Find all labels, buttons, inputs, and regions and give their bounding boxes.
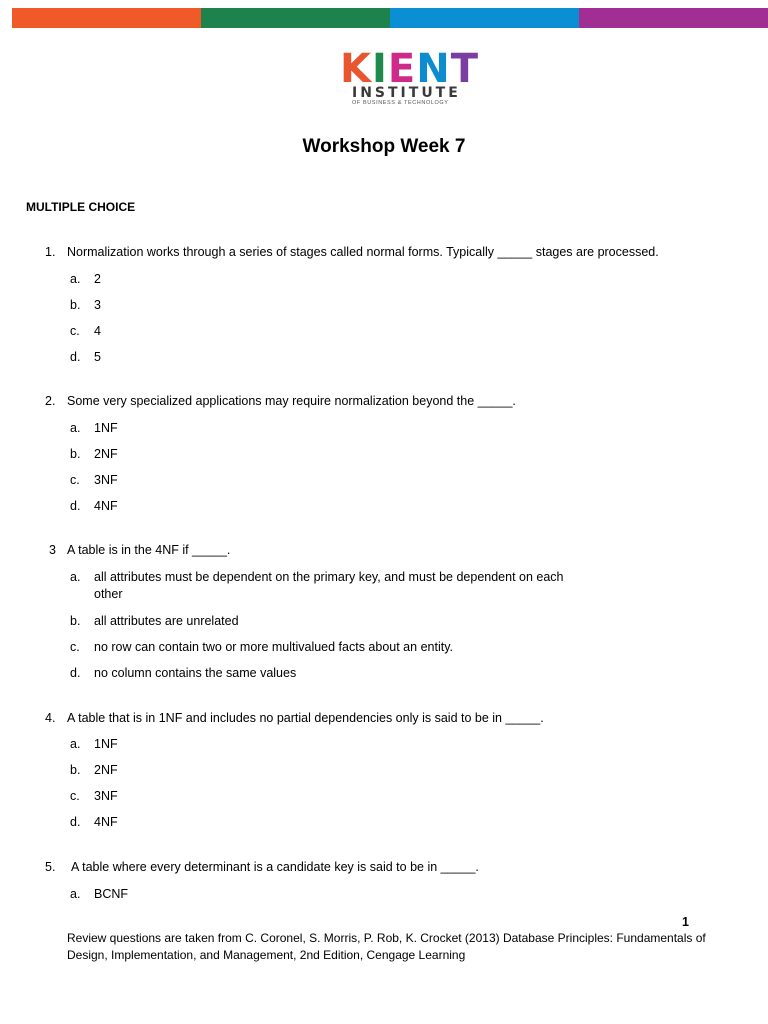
- option-text: 2NF: [94, 763, 118, 777]
- option-text: all attributes are unrelated: [94, 614, 239, 628]
- option-label: c.: [70, 789, 80, 803]
- logo-subtitle: INSTITUTE: [352, 85, 461, 101]
- option-label: a.: [70, 737, 81, 751]
- question-number: 2.: [45, 394, 56, 408]
- option-text: 4NF: [94, 815, 118, 829]
- question-text: A table that is in 1NF and includes no partial dependencies only is said to be in _____.: [67, 711, 544, 725]
- option-text: 4: [94, 324, 101, 338]
- color-bar-purple: [579, 8, 768, 28]
- option-label: c.: [70, 324, 80, 338]
- color-bar-blue: [390, 8, 579, 28]
- option-label: d.: [70, 499, 81, 513]
- question-number: 3: [49, 543, 56, 557]
- question-text: Normalization works through a series of stages called normal forms. Typically _____ stages are processed.: [67, 245, 659, 259]
- option-label: a.: [70, 272, 81, 286]
- option-label: a.: [70, 570, 81, 584]
- option-text: 2NF: [94, 447, 118, 461]
- option-text: no row can contain two or more multivalued facts about an entity.: [94, 640, 453, 654]
- option-text: no column contains the same values: [94, 666, 297, 680]
- option-text: 3NF: [94, 789, 118, 803]
- logo-letter: N: [416, 46, 451, 92]
- color-bar-green: [201, 8, 390, 28]
- question-number: 1.: [45, 245, 56, 259]
- header-color-bar: [12, 8, 768, 28]
- question-text: Some very specialized applications may require normalization beyond the _____.: [67, 394, 516, 408]
- option-text: BCNF: [94, 887, 129, 901]
- option-text: 2: [94, 272, 101, 286]
- option-text: 3NF: [94, 473, 118, 487]
- option-label: b.: [70, 614, 81, 628]
- page-number: 1: [682, 915, 689, 929]
- logo-wordmark: [340, 46, 485, 92]
- option-text: 4NF: [94, 499, 118, 513]
- option-label: c.: [70, 640, 80, 654]
- option-label: a.: [70, 887, 81, 901]
- option-label: d.: [70, 350, 81, 364]
- option-text: 3: [94, 298, 101, 312]
- option-label: b.: [70, 447, 81, 461]
- option-label: a.: [70, 421, 81, 435]
- option-text: all attributes must be dependent on the primary key, and must be dependent on each other: [94, 570, 564, 601]
- option-text: 1NF: [94, 421, 118, 435]
- footer-citation: Review questions are taken from C. Coronel, S. Morris, P. Rob, K. Crocket (2013) Database Principles: Fundamentals of Design, Implementation, and Management, 2nd Edition, Cengage Learning: [67, 931, 706, 962]
- option-label: b.: [70, 298, 81, 312]
- logo-letter: K: [340, 46, 372, 92]
- question-text: A table where every determinant is a candidate key is said to be in _____.: [71, 860, 479, 874]
- kent-institute-logo: [340, 46, 485, 106]
- option-text: 1NF: [94, 737, 118, 751]
- color-bar-orange: [12, 8, 201, 28]
- question-number: 4.: [45, 711, 56, 725]
- logo-letter: T: [450, 46, 479, 92]
- logo-letter: I: [372, 46, 388, 92]
- option-label: d.: [70, 666, 81, 680]
- logo-letter: E: [387, 46, 417, 92]
- section-heading: MULTIPLE CHOICE: [26, 200, 136, 214]
- option-label: d.: [70, 815, 81, 829]
- question-text: A table is in the 4NF if _____.: [67, 543, 231, 557]
- option-text: 5: [94, 350, 101, 364]
- option-label: b.: [70, 763, 81, 777]
- logo-tagline: OF BUSINESS & TECHNOLOGY: [352, 100, 449, 106]
- question-number: 5.: [45, 860, 56, 874]
- option-label: c.: [70, 473, 80, 487]
- page-title: Workshop Week 7: [302, 136, 466, 157]
